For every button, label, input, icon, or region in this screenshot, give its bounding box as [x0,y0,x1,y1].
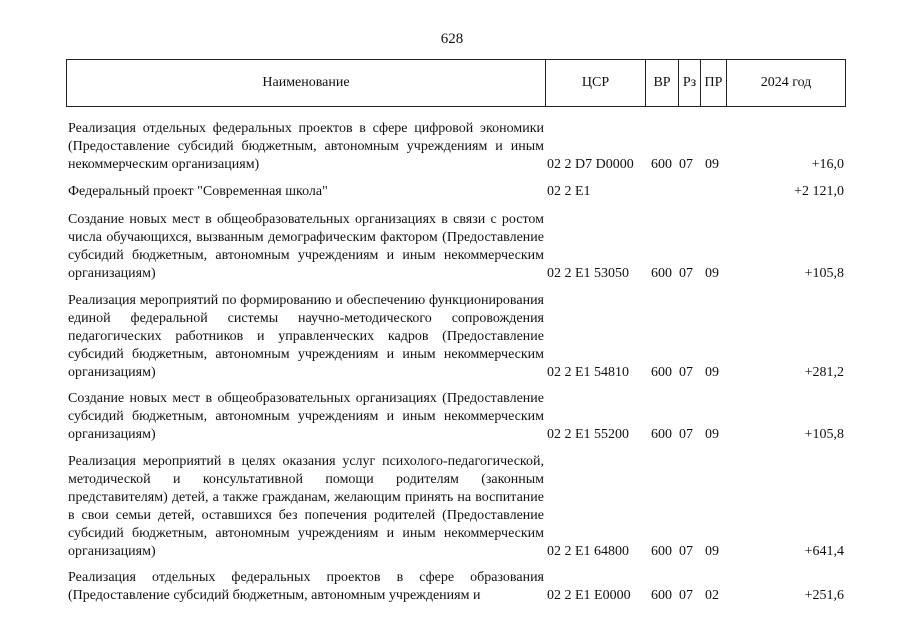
header-vr: ВР [646,60,679,106]
row-description: Реализация мероприятий по формированию и обеспечению функционирования единой федеральной системы научно-методического сопровождения педагогических работников и управленческих кадров (Предоставление субсидий бюджетным, автономным учреждениям и иным некоммерческим организациям) [68,293,544,380]
row-vr: 600 [651,544,672,559]
row-rz: 07 [679,266,693,281]
row-description: Реализация отдельных федеральных проектов в сфере образования (Предоставление субсидий бюджетным, автономным учреждениям и [68,570,544,603]
header-pr: ПР [701,60,727,106]
row-rz: 07 [679,588,693,603]
row-csr: 02 2 E1 53050 [547,266,630,281]
row-rz: 07 [679,427,693,442]
row-pr: 09 [705,266,719,281]
row-csr: 02 2 E1 64800 [547,544,630,559]
row-amount: +281,2 [804,365,844,380]
row-pr: 09 [705,365,719,380]
header-year: 2024 год [760,75,812,90]
row-description: Федеральный проект "Современная школа" [68,184,328,199]
header-csr: ЦСР [546,60,646,106]
page-number: 628 [440,31,464,47]
header-name: Наименование [67,60,546,106]
row-pr: 09 [705,427,719,442]
row-csr: 02 2 E1 E0000 [547,588,631,603]
row-amount: +251,6 [804,588,844,603]
row-description: Создание новых мест в общеобразовательных организациях в связи с ростом числа обучающихся, вызванным демографическим фактором (Предоставление субсидий бюджетным, автономным учреждениям и иным некоммерческим организациям) [68,212,544,281]
row-csr: 02 2 D7 D0000 [547,157,634,172]
row-pr: 09 [705,544,719,559]
row-description: Создание новых мест в общеобразовательных организациях (Предоставление субсидий бюджетным, автономным учреждениям и иным некоммерческим организациям) [68,391,544,442]
row-pr: 02 [705,588,719,603]
row-description: Реализация отдельных федеральных проектов в сфере цифровой экономики (Предоставление субсидий бюджетным, автономным учреждениям и иным некоммерческим организациям) [68,121,544,172]
row-amount: +105,8 [804,427,844,442]
row-amount: +2 121,0 [794,184,844,199]
row-vr: 600 [651,427,672,442]
row-rz: 07 [679,365,693,380]
row-rz: 07 [679,157,693,172]
row-vr: 600 [651,588,672,603]
row-pr: 09 [705,157,719,172]
row-vr: 600 [651,365,672,380]
table-header [66,59,846,107]
row-csr: 02 2 E1 54810 [547,365,630,380]
header-rz: Рз [679,60,701,106]
row-amount: +105,8 [804,266,844,281]
row-amount: +16,0 [811,157,844,172]
row-amount: +641,4 [804,544,844,559]
row-vr: 600 [651,266,672,281]
row-rz: 07 [679,544,693,559]
row-csr: 02 2 E1 [547,184,591,199]
row-vr: 600 [651,157,672,172]
row-csr: 02 2 E1 55200 [547,427,630,442]
row-description: Реализация мероприятий в целях оказания услуг психолого-педагогической, методической и консультативной помощи родителям (законным представителям) детей, а также гражданам, желающим принять на воспитание в свои семьи детей, оставшихся без попечения родителей (Предоставление субсидий бюджетным, автономным учреждениям и иным некоммерческим организациям) [68,454,544,559]
